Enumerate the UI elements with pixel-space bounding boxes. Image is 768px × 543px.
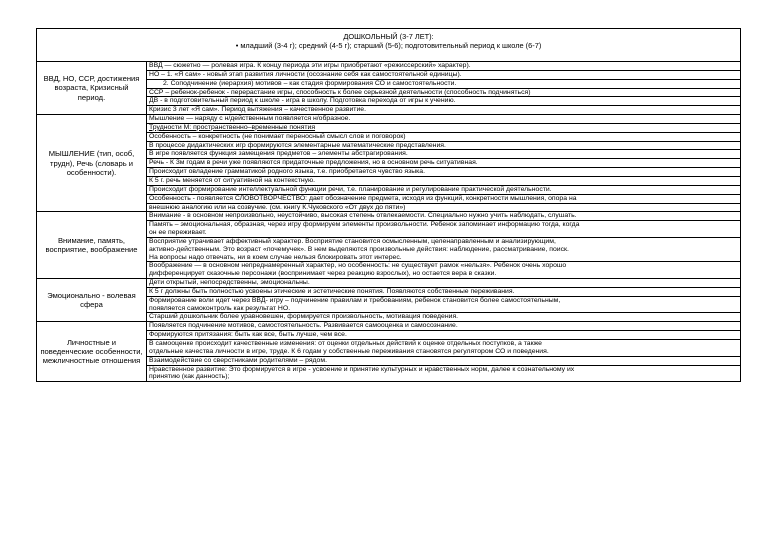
content-line: НО – 1. «Я сам» - новый этап развития личности (осознание себя как самостоятельной единицы). bbox=[147, 71, 740, 80]
content-line: ССР – ребенок-ребенок - перерастание игры, способность к более серьезной деятельности (способность подчиняться) bbox=[147, 89, 740, 98]
content-line: Восприятие утрачивает аффективный характер. Восприятие становится осмысленным, целенаправленным и анализирующим, bbox=[149, 237, 556, 245]
content-line: К 5 г. речь меняется от ситуативной на контекстную. bbox=[147, 177, 740, 186]
content-cell bbox=[147, 212, 741, 279]
content-line: Формирование воли идет через ВВД- игру – подчинение правилам и требованиям, ребенок становится более самостоятельным, bbox=[149, 296, 561, 304]
content-line: Дети открытый, непосредственны, эмоциональны. bbox=[147, 279, 740, 288]
content-line: На вопросы надо отвечать, ни в коем случае нельзя блокировать этот интерес. bbox=[147, 254, 740, 263]
document-page bbox=[36, 28, 740, 382]
table-row bbox=[37, 212, 741, 279]
content-line: Взаимодействие со сверстниками родителями – рядом. bbox=[147, 357, 740, 366]
content-cell bbox=[147, 115, 741, 212]
content-line: Воображение — в основном непреднамеренный характер, но особенность: не существует рамок «нельзя». Ребенок очень хорошо bbox=[149, 262, 567, 270]
period-subtitle: • младший (3-4 г); средний (4-5 г); старший (5-6); подготовительный период к школе (6-7) bbox=[235, 41, 542, 50]
content-line: Особенность - появляется СЛОВОТВОРЧЕСТВО: дает обозначение предмета, исходя из функций, конкретности мышления, опора на bbox=[147, 195, 740, 204]
content-line: Кризис 3 лет «Я сам». Период вытяжения – качественное развитие. bbox=[149, 106, 366, 114]
content-line: внешнюю аналогию или на созвучие. (см. книгу К.Чуковского «От двух до пяти») bbox=[149, 203, 406, 211]
content-line: В игре появляется функция замещения предметов – элементы абстрагирования. bbox=[147, 150, 740, 159]
content-line: Особенность – конкретность (не понимает переносный смысл слов и поговорок) bbox=[147, 133, 740, 142]
content-line: В процессе дидактических игр формируются элементарные математические представления. bbox=[147, 142, 740, 151]
content-line: В самооценке происходит качественные изменения: от оценки отдельных действий к оценке отдельных поступков, а также bbox=[149, 340, 542, 347]
content-line: Старший дошкольник более уравновешен, формируется произвольность, мотивация поведения. bbox=[149, 313, 459, 321]
content-line: Происходит формирование интеллектуальной функции речи, т.е. планирование и регулирование практической деятельности. bbox=[147, 186, 740, 195]
content-line: Происходит овладение грамматикой родного языка, т.е. приобретается чувство языка. bbox=[147, 168, 740, 177]
development-table bbox=[36, 28, 741, 382]
content-line: он ее переживает. bbox=[147, 229, 740, 238]
category-cell: ВВД, НО, ССР, достижения возраста, Кризисный период. bbox=[37, 62, 147, 115]
content-line: ВВД — сюжетно — ролевая игра. К концу периода эти игры приобретают «режиссерский» характер). bbox=[147, 62, 740, 71]
content-line: принятию (как данность); bbox=[149, 373, 230, 381]
category-cell: МЫШЛЕНИЕ (тип, особ, трудн), Речь (словарь и особенности). bbox=[37, 115, 147, 212]
content-line: ДВ - в подготовительный период к школе - игра в школу. Подготовка перехода от игры к учению. bbox=[147, 97, 740, 106]
category-cell: Эмоционально - волевая сфера bbox=[37, 279, 147, 322]
content-line: Формируются притязания: быть как все, быть лучше, чем все. bbox=[147, 331, 740, 340]
content-cell bbox=[147, 322, 741, 382]
content-line: Речь - К 3м годам в речи уже появляются придаточные предложения, но в основном речь ситуативная. bbox=[147, 159, 740, 168]
header-row bbox=[37, 29, 741, 62]
content-line: 2. Соподчинение (иерархия) мотивов – как стадия формирования СО и самостоятельности. bbox=[147, 80, 740, 89]
content-line: Нравственное развитие: Это формируется в игре - усвоение и принятие культурных и нравственных норм, далее к сознательному их bbox=[149, 365, 575, 373]
content-line: Память – эмоциональная, образная, через игру формируем элементы произвольности. Ребенок запоминает информацию тогда, когда bbox=[149, 221, 580, 229]
content-line: активно-действенным. Это возраст «почемучек». В нем выделяются произвольные действия: наблюдение, рассматривание, поиск. bbox=[149, 245, 569, 253]
content-line: отдельные качества личности в игре, труде. К 6 годам у собственные переживания становятся регулятором СО и поведения. bbox=[147, 348, 740, 357]
category-cell: Личностные и поведенческие особенности, межличностные отношения bbox=[37, 322, 147, 382]
category-cell: Внимание, память, восприятие, воображение bbox=[37, 212, 147, 279]
content-line: Мышление — наряду с н/действенным появляется н/образное. bbox=[147, 115, 740, 124]
content-line: Трудности М: пространственно–временные понятия bbox=[147, 124, 740, 133]
content-line: К 5 г должны быть полностью усвоены этические и эстетические понятия. Появляются собственные переживания. bbox=[147, 288, 740, 297]
content-line: Появляется подчинение мотивов, самостоятельность. Развивается самооценка и самосознание. bbox=[147, 322, 740, 331]
table-row bbox=[37, 62, 741, 115]
content-line: дифференцирует сказочные персонажи (воспринимает через реакцию взрослых), но остается вера в сказки. bbox=[149, 270, 497, 278]
content-line: Внимание - в основном непроизвольно, неустойчиво, высокая степень отвлекаемости. Специально нужно учить наблюдать, слушать. bbox=[147, 212, 740, 221]
content-cell bbox=[147, 62, 741, 115]
table-row bbox=[37, 279, 741, 322]
content-line: появляется самоконтроль как результат НО. bbox=[147, 305, 740, 314]
content-cell bbox=[147, 279, 741, 322]
table-row bbox=[37, 322, 741, 382]
header-cell bbox=[37, 29, 741, 62]
table-row bbox=[37, 115, 741, 212]
period-title: ДОШКОЛЬНЫЙ (3-7 ЛЕТ): bbox=[343, 32, 434, 41]
